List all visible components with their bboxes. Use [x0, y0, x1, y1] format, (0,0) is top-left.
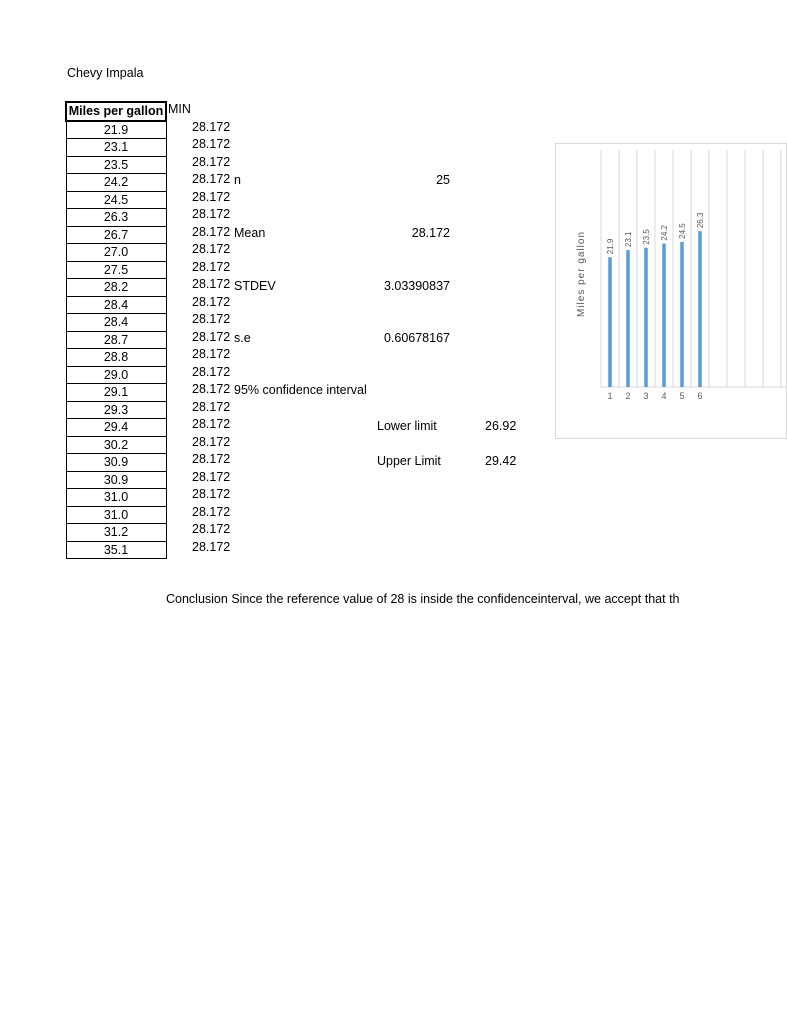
- min-column: [168, 101, 230, 556]
- table-row: [66, 506, 166, 524]
- mpg-cell[interactable]: 28.2: [66, 279, 166, 297]
- table-row: [66, 436, 166, 454]
- table-row: [66, 244, 166, 262]
- min-cell[interactable]: 28.172: [192, 189, 231, 204]
- table-row: [66, 401, 166, 419]
- mpg-cell[interactable]: 27.5: [66, 261, 166, 279]
- table-row: [66, 541, 166, 559]
- table-row: [66, 471, 166, 489]
- table-row: [66, 139, 166, 157]
- min-cell[interactable]: 28.172: [192, 154, 231, 169]
- min-cell[interactable]: 28.172: [192, 504, 231, 519]
- min-cell[interactable]: 28.172: [192, 417, 231, 431]
- min-cell[interactable]: 28.172: [192, 539, 231, 554]
- chart-viewport: [555, 143, 705, 439]
- table-row: [66, 174, 166, 192]
- mpg-cell[interactable]: 30.9: [66, 471, 166, 489]
- x-tick-label: 5: [679, 391, 685, 401]
- data-label: 23.1: [624, 231, 633, 248]
- mpg-cell[interactable]: 23.5: [66, 156, 166, 174]
- table-row: [66, 349, 166, 367]
- min-cell[interactable]: 28.172: [192, 347, 231, 361]
- x-tick-label: 3: [643, 391, 649, 401]
- mpg-cell[interactable]: 28.8: [66, 349, 166, 367]
- y-axis-label: Miles per gallon: [576, 230, 587, 318]
- x-tick-label: 6: [697, 391, 703, 401]
- x-tick-label: 2: [625, 391, 631, 401]
- mpg-cell[interactable]: 30.2: [66, 436, 166, 454]
- min-cell[interactable]: 28.172: [192, 224, 231, 239]
- table-row: [66, 419, 166, 437]
- mpg-header[interactable]: Miles per gallon: [66, 102, 166, 121]
- x-tick-label: 4: [661, 391, 667, 401]
- mpg-cell[interactable]: 26.7: [66, 226, 166, 244]
- data-label: 24.5: [678, 223, 687, 239]
- table-row: [66, 331, 166, 349]
- min-cell[interactable]: 28.172: [192, 137, 231, 151]
- min-cell[interactable]: 28.172: [192, 522, 231, 536]
- chart-area[interactable]: [555, 143, 787, 439]
- bar[interactable]: [662, 244, 666, 387]
- min-cell[interactable]: 28.172: [192, 242, 231, 256]
- data-label: 21.9: [606, 238, 615, 255]
- upper-limit-value[interactable]: 29.42: [485, 454, 517, 468]
- min-cell[interactable]: 28.172: [192, 469, 231, 484]
- bar[interactable]: [626, 250, 630, 387]
- mpg-cell[interactable]: 24.5: [66, 191, 166, 209]
- data-label: 26.3: [696, 212, 705, 229]
- x-tick-label: 1: [607, 391, 613, 401]
- table-row: [66, 261, 166, 279]
- mpg-cell[interactable]: 31.0: [66, 489, 166, 507]
- table-row: [66, 121, 166, 139]
- table-row: [66, 156, 166, 174]
- mpg-table: [65, 101, 167, 559]
- stdev-label: STDEV: [234, 279, 276, 293]
- table-row: [66, 524, 166, 542]
- mpg-cell[interactable]: 27.0: [66, 244, 166, 262]
- min-cell[interactable]: 28.172: [192, 259, 231, 274]
- mpg-cell[interactable]: 26.3: [66, 209, 166, 227]
- bar[interactable]: [608, 257, 612, 387]
- lower-limit-value[interactable]: 26.92: [485, 419, 517, 433]
- data-label: 24.2: [660, 225, 669, 241]
- min-cell[interactable]: 28.172: [192, 329, 231, 344]
- table-row: [66, 191, 166, 209]
- min-cell[interactable]: 28.172: [192, 364, 231, 379]
- mpg-cell[interactable]: 35.1: [66, 541, 166, 559]
- table-row: [66, 296, 166, 314]
- bar[interactable]: [680, 242, 684, 387]
- bar[interactable]: [698, 231, 702, 387]
- stdev-value[interactable]: 3.03390837: [383, 279, 450, 293]
- mpg-cell[interactable]: 29.0: [66, 366, 166, 384]
- mpg-cell[interactable]: 31.0: [66, 506, 166, 524]
- mpg-cell[interactable]: 30.9: [66, 454, 166, 472]
- min-cell[interactable]: 28.172: [192, 452, 231, 466]
- mpg-cell[interactable]: 31.2: [66, 524, 166, 542]
- min-cell[interactable]: 28.172: [192, 487, 231, 501]
- ci-label: 95% confidence interval: [234, 383, 367, 397]
- mpg-cell[interactable]: 24.2: [66, 174, 166, 192]
- min-cell[interactable]: 28.172: [192, 277, 231, 291]
- mean-value[interactable]: 28.172: [411, 226, 450, 240]
- page-title: Chevy Impala: [67, 66, 144, 80]
- min-cell[interactable]: 28.172: [192, 399, 231, 414]
- mpg-cell[interactable]: 28.7: [66, 331, 166, 349]
- table-row: [66, 366, 166, 384]
- table-row: [66, 226, 166, 244]
- mpg-cell[interactable]: 29.3: [66, 401, 166, 419]
- min-cell[interactable]: 28.172: [192, 434, 231, 449]
- lower-limit-label: Lower limit: [377, 419, 437, 433]
- table-row: [66, 489, 166, 507]
- min-cell[interactable]: 28.172: [192, 207, 231, 221]
- mpg-cell[interactable]: 21.9: [66, 121, 166, 139]
- table-row: [66, 384, 166, 402]
- min-header[interactable]: MIN: [168, 102, 191, 116]
- table-row: [66, 314, 166, 332]
- se-label: s.e: [234, 331, 251, 345]
- min-cell[interactable]: 28.172: [192, 294, 231, 309]
- bar-chart: [556, 144, 786, 438]
- mpg-cell[interactable]: 29.1: [66, 384, 166, 402]
- data-label: 23.5: [642, 229, 651, 245]
- min-cell[interactable]: 28.172: [192, 119, 231, 134]
- mean-label: Mean: [234, 226, 266, 240]
- table-row: [66, 209, 166, 227]
- table-row: [66, 454, 166, 472]
- mpg-cell[interactable]: 29.4: [66, 419, 166, 437]
- mpg-cell[interactable]: 28.4: [66, 314, 166, 332]
- conclusion-text: Conclusion Since the reference value of 28 is inside the confidenceinterval, we accept that th: [166, 592, 680, 606]
- mpg-cell[interactable]: 23.1: [66, 139, 166, 157]
- min-cell[interactable]: 28.172: [192, 312, 231, 326]
- upper-limit-label: Upper Limit: [377, 454, 441, 468]
- min-cell[interactable]: 28.172: [192, 382, 231, 396]
- n-value[interactable]: 25: [436, 173, 450, 187]
- min-cell[interactable]: 28.172: [192, 172, 231, 186]
- se-value[interactable]: 0.60678167: [383, 331, 450, 345]
- table-row: [66, 279, 166, 297]
- n-label: n: [234, 173, 241, 187]
- bar[interactable]: [644, 248, 648, 387]
- mpg-cell[interactable]: 28.4: [66, 296, 166, 314]
